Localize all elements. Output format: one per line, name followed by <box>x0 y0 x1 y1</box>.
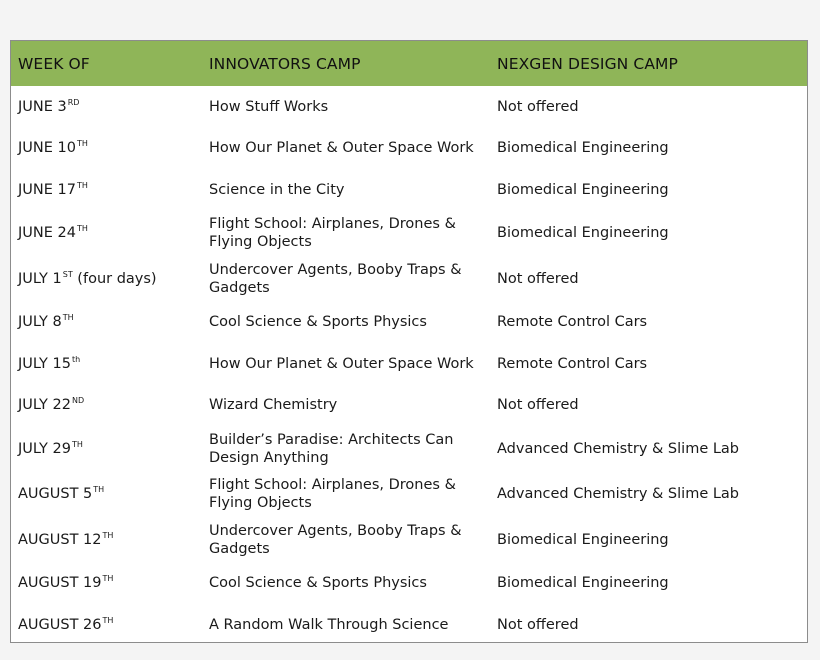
week-date: JULY 1 <box>18 270 62 287</box>
week-date: JUNE 3 <box>18 98 67 115</box>
week-cell <box>11 99 209 115</box>
week-date: AUGUST 26 <box>18 616 102 633</box>
week-cell <box>11 617 209 633</box>
nexgen-cell: Advanced Chemistry & Slime Lab <box>497 486 740 503</box>
week-date: JUNE 24 <box>18 225 76 242</box>
table-header <box>11 41 807 86</box>
table-row <box>11 385 807 427</box>
week-ordinal: ST <box>62 269 73 279</box>
innovators-cell <box>209 215 497 251</box>
table-row <box>11 472 807 518</box>
innovators-text: Builder’s Paradise: Architects Can Design Anything <box>209 431 454 466</box>
week-cell <box>11 441 209 457</box>
week-ordinal: ND <box>71 396 85 406</box>
week-cell <box>11 140 209 156</box>
week-ordinal: TH <box>76 180 88 190</box>
innovators-cell <box>209 431 497 467</box>
week-date: JUNE 17 <box>18 181 76 198</box>
innovators-cell: Cool Science & Sports Physics <box>209 575 427 592</box>
innovators-cell: Science in the City <box>209 181 345 198</box>
week-cell <box>11 486 209 502</box>
week-ordinal: TH <box>102 574 114 584</box>
innovators-text: Flight School: Airplanes, Drones & Flying Objects <box>209 477 456 512</box>
week-cell <box>11 271 209 287</box>
week-date: AUGUST 5 <box>18 486 93 503</box>
table-row <box>11 256 807 302</box>
nexgen-cell: Remote Control Cars <box>497 314 648 331</box>
table-row <box>11 128 807 170</box>
week-ordinal: TH <box>102 530 114 540</box>
table-row <box>11 86 807 128</box>
week-date: JULY 8 <box>18 314 62 331</box>
week-date: AUGUST 19 <box>18 575 102 592</box>
innovators-cell: Wizard Chemistry <box>209 397 338 414</box>
week-ordinal: TH <box>71 439 83 449</box>
week-ordinal: TH <box>102 615 114 625</box>
nexgen-cell: Biomedical Engineering <box>497 225 669 242</box>
innovators-cell: How Stuff Works <box>209 98 329 115</box>
nexgen-cell: Biomedical Engineering <box>497 140 669 157</box>
table-row <box>11 211 807 257</box>
week-date: AUGUST 12 <box>18 531 102 548</box>
innovators-text: Undercover Agents, Booby Traps & Gadgets <box>209 522 462 557</box>
header-innovators-camp: INNOVATORS CAMP <box>209 54 361 73</box>
nexgen-cell: Biomedical Engineering <box>497 181 669 198</box>
week-note: (four days) <box>72 270 157 287</box>
nexgen-cell: Not offered <box>497 397 579 414</box>
week-cell <box>11 182 209 198</box>
week-ordinal: TH <box>76 224 88 234</box>
nexgen-cell: Not offered <box>497 270 579 287</box>
nexgen-cell: Biomedical Engineering <box>497 531 669 548</box>
week-date: JULY 29 <box>18 440 71 457</box>
week-cell <box>11 356 209 372</box>
week-date: JULY 15 <box>18 355 71 372</box>
table-row <box>11 426 807 472</box>
nexgen-cell: Not offered <box>497 616 579 633</box>
week-ordinal: RD <box>67 97 80 107</box>
week-cell <box>11 532 209 548</box>
innovators-text: Undercover Agents, Booby Traps & Gadgets <box>209 261 462 296</box>
nexgen-cell: Not offered <box>497 98 579 115</box>
week-ordinal: TH <box>93 485 105 495</box>
innovators-cell: A Random Walk Through Science <box>209 616 449 633</box>
camp-schedule-table <box>10 40 808 643</box>
innovators-cell: Cool Science & Sports Physics <box>209 314 427 331</box>
nexgen-cell: Biomedical Engineering <box>497 575 669 592</box>
nexgen-cell: Advanced Chemistry & Slime Lab <box>497 440 740 457</box>
table-row <box>11 343 807 385</box>
week-cell <box>11 575 209 591</box>
innovators-cell <box>209 522 497 558</box>
innovators-cell <box>209 476 497 512</box>
week-ordinal: TH <box>62 313 74 323</box>
innovators-cell: How Our Planet & Outer Space Work <box>209 140 474 157</box>
header-nexgen-design-camp: NEXGEN DESIGN CAMP <box>497 54 678 73</box>
week-date: JULY 22 <box>18 397 71 414</box>
week-cell <box>11 225 209 241</box>
table-row <box>11 604 807 646</box>
innovators-cell: How Our Planet & Outer Space Work <box>209 355 474 372</box>
nexgen-cell: Remote Control Cars <box>497 355 648 372</box>
week-ordinal: th <box>71 354 81 364</box>
week-date: JUNE 10 <box>18 140 76 157</box>
week-cell <box>11 397 209 413</box>
week-ordinal: TH <box>76 139 88 149</box>
header-week-of: WEEK OF <box>18 54 90 73</box>
innovators-text: Flight School: Airplanes, Drones & Flying Objects <box>209 216 456 251</box>
table-row <box>11 563 807 605</box>
table-row <box>11 169 807 211</box>
innovators-cell <box>209 261 497 297</box>
week-cell <box>11 314 209 330</box>
table-row <box>11 517 807 563</box>
table-row <box>11 302 807 344</box>
